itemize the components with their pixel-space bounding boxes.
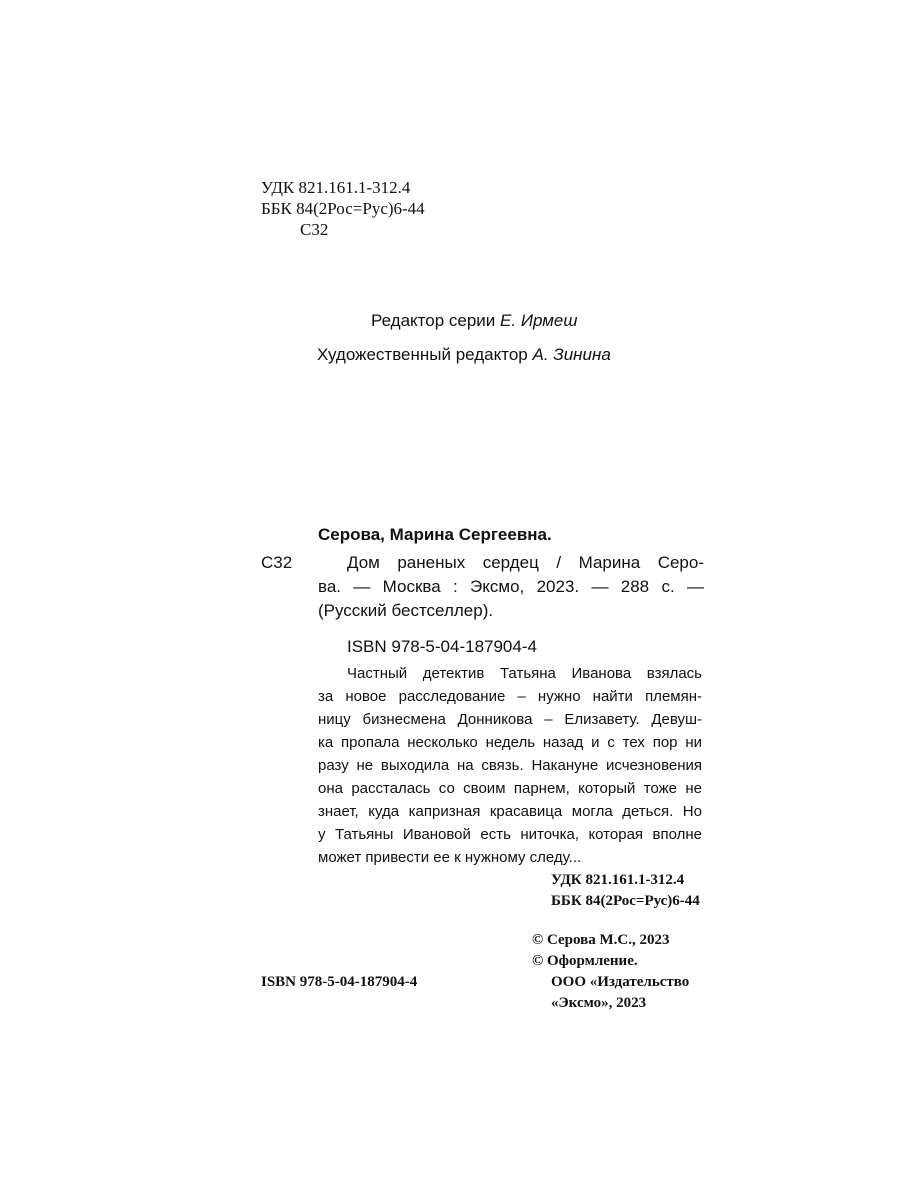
series-editor-line [371,311,577,331]
record-author: Серова, Марина Сергеевна. [318,525,552,544]
udk-code-top: УДК 821.161.1-312.4 [261,178,411,197]
annotation-line-4: ка пропала несколько недель назад и с тех пор ни [318,734,702,751]
record-isbn: ISBN 978-5-04-187904-4 [347,637,537,656]
art-editor-name: А. Зинина [532,345,611,364]
annotation-line-5: разу не выходила на связь. Накануне исчезновения [318,757,702,774]
annotation-line-6: она рассталась со своим парнем, который тоже не [318,780,702,797]
udk-code-bottom: УДК 821.161.1-312.4 [551,872,685,888]
annotation-line-8: у Татьяны Ивановой есть ниточка, которая вполне [318,826,702,843]
bbk-code-bottom: ББК 84(2Рос=Рус)6-44 [551,893,700,909]
record-line-3: (Русский бестселлер). [318,601,494,620]
art-editor-line [317,345,611,365]
isbn-bottom: ISBN 978-5-04-187904-4 [261,974,418,990]
copyright-publisher-line-2: «Эксмо», 2023 [551,995,647,1011]
copyright-design: © Оформление. [532,953,638,969]
annotation-line-2: за новое расследование – нужно найти племян- [318,688,702,705]
record-line-2: ва. — Москва : Эксмо, 2023. — 288 с. — [318,577,704,596]
annotation-line-1: Частный детектив Татьяна Иванова взялась [347,665,702,682]
series-editor-label: Редактор серии [371,311,496,330]
annotation-line-9: может привести ее к нужному следу... [318,849,582,866]
record-sign: С32 [261,553,293,572]
author-sign-top: С32 [300,220,329,239]
copyright-publisher-line-1: ООО «Издательство [551,974,690,990]
annotation-line-3: ницу бизнесмена Донникова – Елизавету. Девуш- [318,711,702,728]
series-editor-name: Е. Ирмеш [500,311,578,330]
bbk-code-top: ББК 84(2Рос=Рус)6-44 [261,199,425,218]
record-line-1: Дом раненых сердец / Марина Серо- [347,553,704,572]
art-editor-label: Художественный редактор [317,345,528,364]
copyright-author: © Серова М.С., 2023 [532,932,670,948]
annotation-line-7: знает, куда капризная красавица могла деться. Но [318,803,702,820]
